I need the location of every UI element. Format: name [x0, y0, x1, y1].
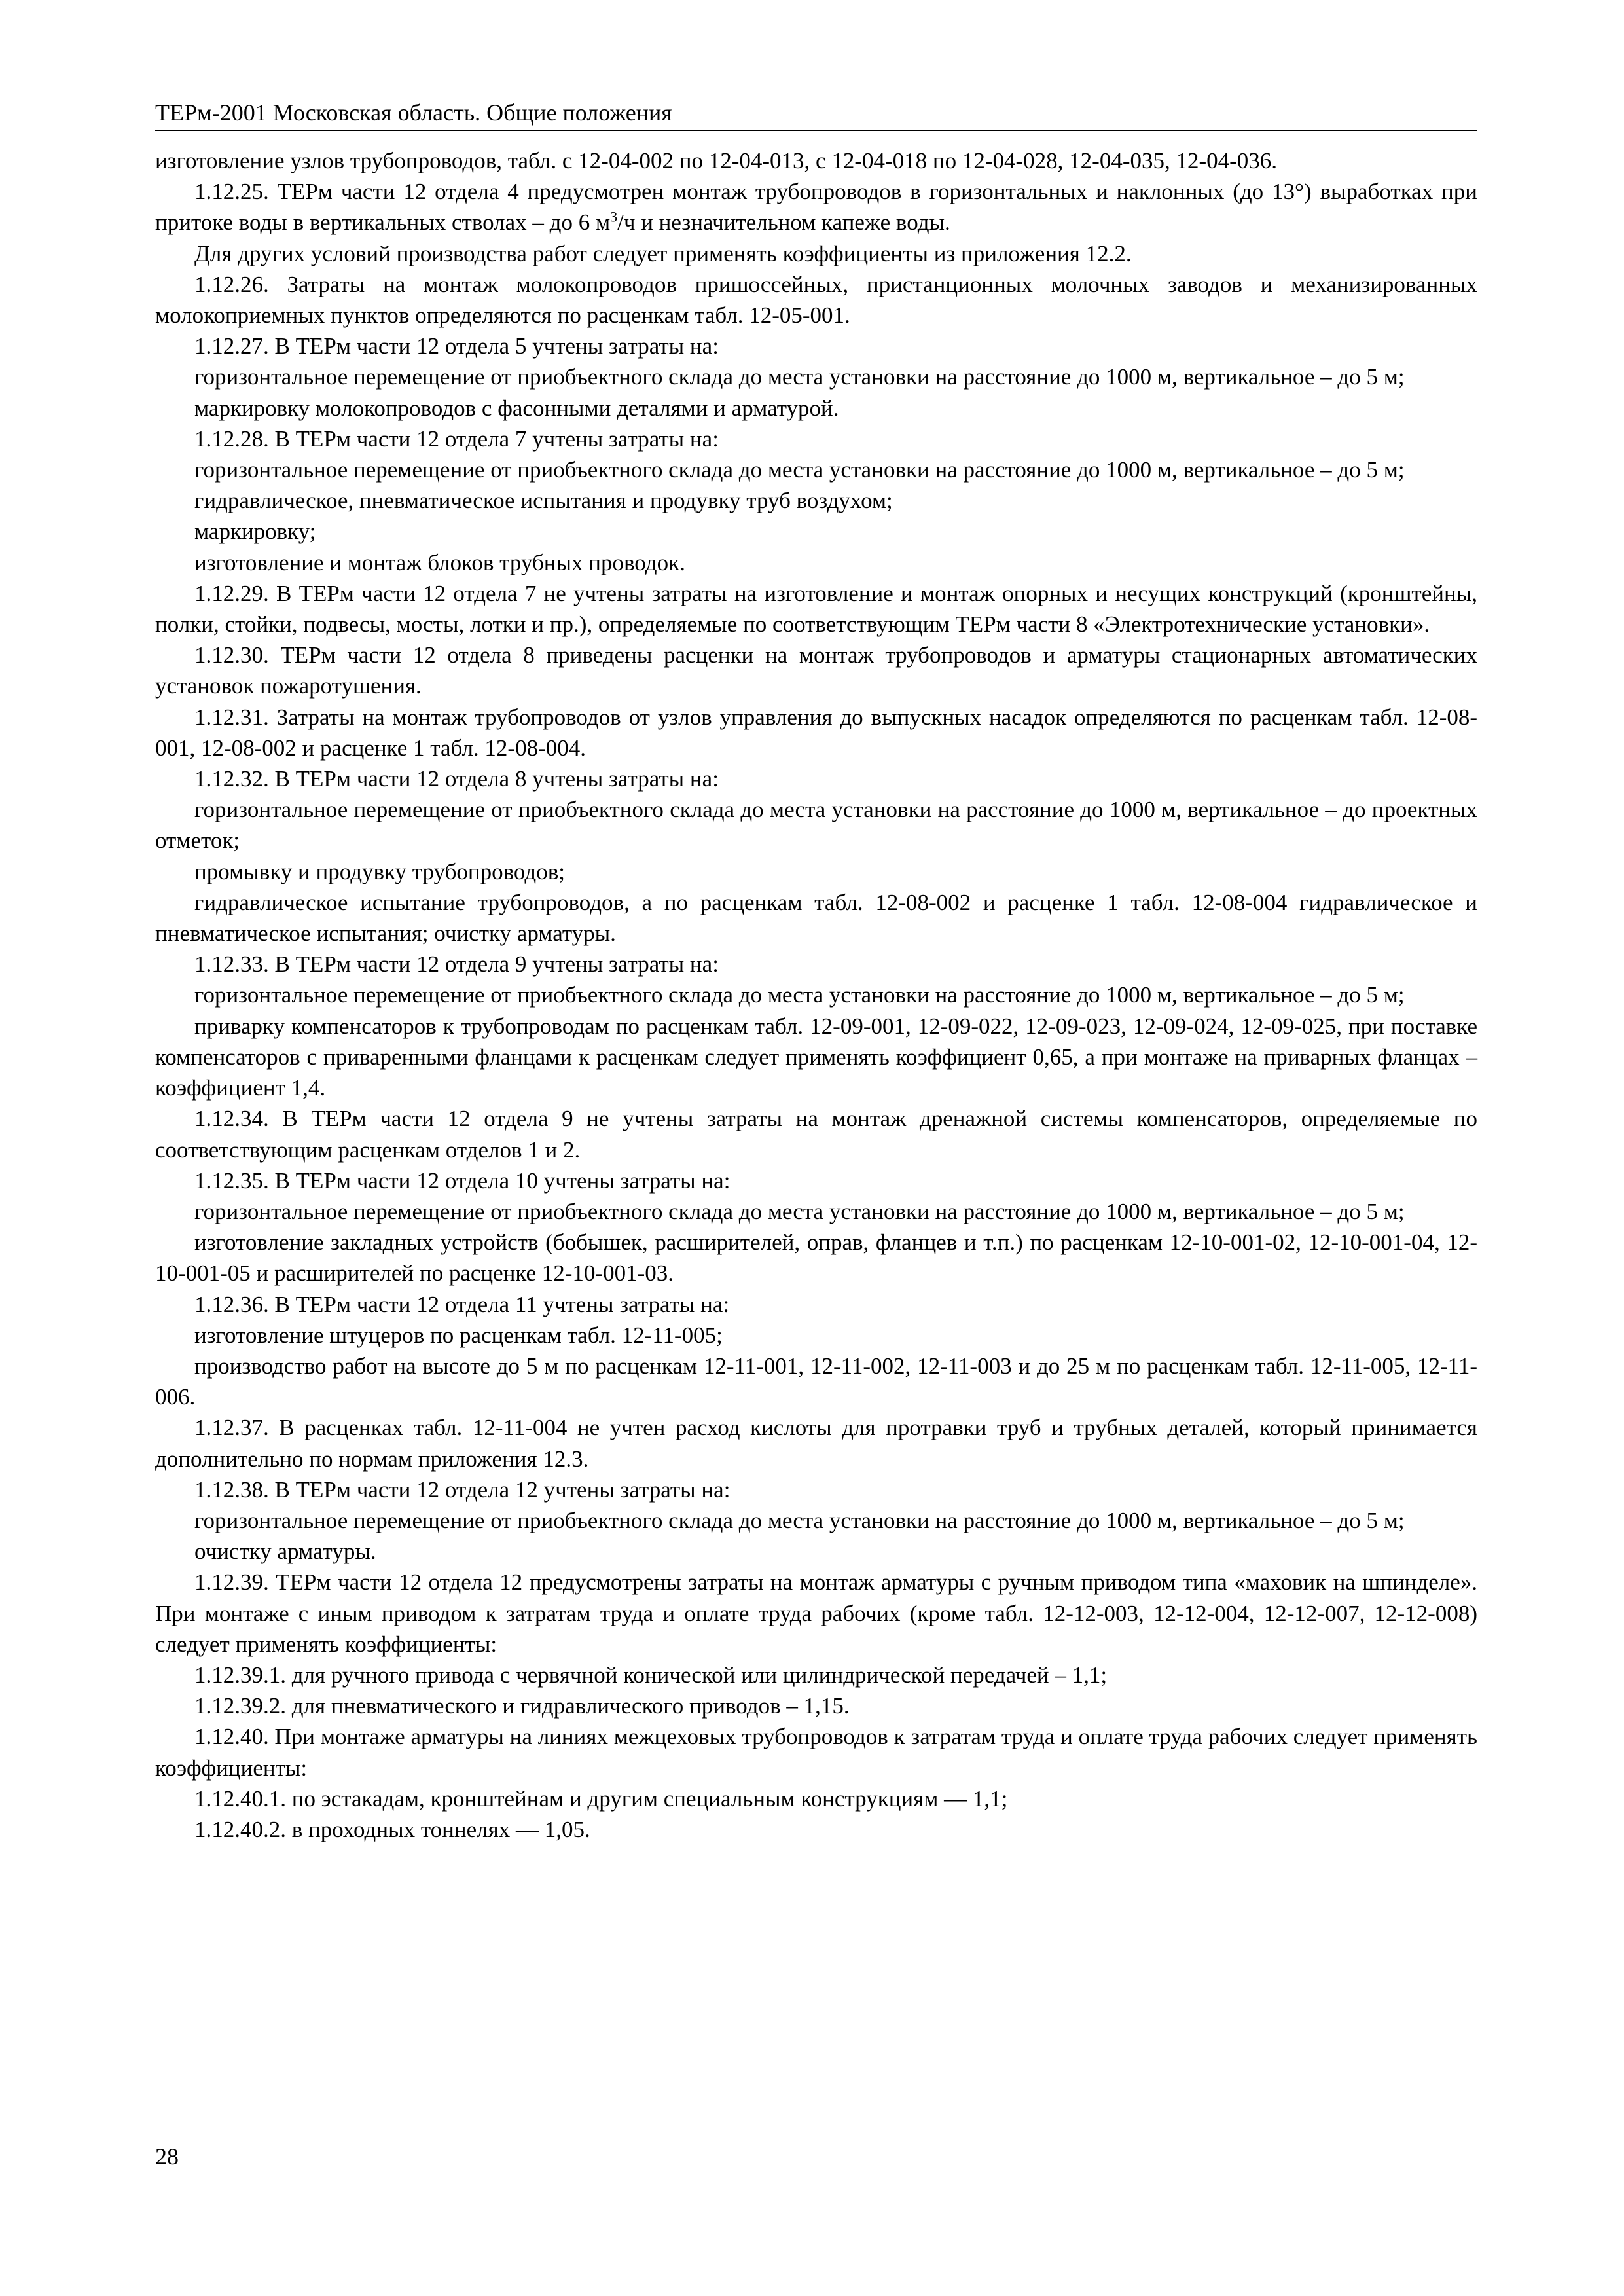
paragraph-1-12-39: 1.12.39. ТЕРм части 12 отдела 12 предусмотрены затраты на монтаж арматуры с ручным приводом типа «маховик на шпинделе». При монтаже с иным приводом к затратам труда и оплате труда рабочих (кроме табл. 12-12-003, 12-12-004, 12-12-007, 12-12-008) следует применять коэффициенты: — [155, 1569, 1477, 1657]
paragraph-1-12-31: 1.12.31. Затраты на монтаж трубопроводов от узлов управления до выпускных насадок определяются по расценкам табл. 12-08-001, 12-08-002 и расценке 1 табл. 12-08-004. — [155, 704, 1477, 761]
list-item: горизонтальное перемещение от приобъектного склада до места установки на расстояние до 1000 м, вертикальное – до 5 м; — [194, 1507, 1405, 1533]
paragraph-1-12-36: 1.12.36. В ТЕРм части 12 отдела 11 учтены затраты на: — [194, 1291, 730, 1317]
list-item: маркировку молокопроводов с фасонными деталями и арматурой. — [194, 395, 839, 421]
paragraph-1-12-35: 1.12.35. В ТЕРм части 12 отдела 10 учтены затраты на: — [194, 1167, 731, 1194]
paragraph-text: 1.12.25. ТЕРм части 12 отдела 4 предусмотрен монтаж трубопроводов в горизонтальных и наклонных (до 13°) выработках при притоке воды в вертикальных стволах – до 6 м — [155, 179, 1477, 236]
list-item: горизонтальное перемещение от приобъектного склада до места установки на расстояние до 1000 м, вертикальное – до 5 м; — [194, 1198, 1405, 1224]
list-item: маркировку; — [194, 519, 316, 545]
list-item: изготовление штуцеров по расценкам табл. 12-11-005; — [194, 1322, 723, 1348]
paragraph-1-12-39-1: 1.12.39.1. для ручного привода с червячной конической или цилиндрической передачей – 1,1; — [194, 1662, 1108, 1688]
paragraph-1-12-38: 1.12.38. В ТЕРм части 12 отдела 12 учтены затраты на: — [194, 1476, 731, 1503]
list-item: гидравлическое испытание трубопроводов, а по расценкам табл. 12-08-002 и расценке 1 табл. 12-08-004 гидравлическое и пневматическое испытания; очистку арматуры. — [155, 889, 1477, 947]
paragraph-text: /ч и незначительном капеже воды. — [617, 210, 950, 236]
list-item: горизонтальное перемещение от приобъектного склада до места установки на расстояние до 1000 м, вертикальное – до 5 м; — [194, 364, 1405, 390]
list-item: производство работ на высоте до 5 м по расценкам 12-11-001, 12-11-002, 12-11-003 и до 25 м по расценкам табл. 12-11-005, 12-11-006. — [155, 1353, 1477, 1410]
paragraph-1-12-37: 1.12.37. В расценках табл. 12-11-004 не учтен расход кислоты для протравки труб и трубных деталей, который принимается дополнительно по нормам приложения 12.3. — [155, 1415, 1477, 1472]
paragraph: Для других условий производства работ следует применять коэффициенты из приложения 12.2. — [194, 240, 1132, 266]
paragraph-1-12-34: 1.12.34. В ТЕРм части 12 отдела 9 не учтены затраты на монтаж дренажной системы компенсаторов, определяемые по соответствующим расценкам отделов 1 и 2. — [155, 1106, 1477, 1163]
list-item: изготовление и монтаж блоков трубных проводок. — [194, 549, 685, 575]
paragraph-1-12-40-1: 1.12.40.1. по эстакадам, кронштейнам и другим специальным конструкциям — 1,1; — [194, 1785, 1008, 1812]
paragraph-1-12-29: 1.12.29. В ТЕРм части 12 отдела 7 не учтены затраты на изготовление и монтаж опорных и несущих конструкций (кронштейны, полки, стойки, подвесы, мосты, лотки и пр.), определяемые по соответствующим ТЕРм части 8 «Электротехнические установки». — [155, 580, 1477, 638]
list-item: горизонтальное перемещение от приобъектного склада до места установки на расстояние до 1000 м, вертикальное – до 5 м; — [194, 982, 1405, 1008]
body-text — [155, 145, 1477, 1845]
list-item: очистку арматуры. — [194, 1539, 376, 1565]
paragraph: изготовление узлов трубопроводов, табл. с 12-04-002 по 12-04-013, с 12-04-018 по 12-04-028, 12-04-035, 12-04-036. — [155, 148, 1278, 173]
paragraph-1-12-40-2: 1.12.40.2. в проходных тоннелях — 1,05. — [194, 1816, 590, 1842]
paragraph-1-12-30: 1.12.30. ТЕРм части 12 отдела 8 приведены расценки на монтаж трубопроводов и арматуры стационарных автоматических установок пожаротушения. — [155, 642, 1477, 699]
list-item: горизонтальное перемещение от приобъектного склада до места установки на расстояние до 1000 м, вертикальное – до 5 м; — [194, 457, 1405, 483]
paragraph-1-12-28: 1.12.28. В ТЕРм части 12 отдела 7 учтены затраты на: — [194, 426, 719, 452]
paragraph-1-12-27: 1.12.27. В ТЕРм части 12 отдела 5 учтены затраты на: — [194, 333, 719, 359]
list-item: горизонтальное перемещение от приобъектного склада до места установки на расстояние до 1000 м, вертикальное – до проектных отметок; — [155, 797, 1477, 854]
list-item: приварку компенсаторов к трубопроводам по расценкам табл. 12-09-001, 12-09-022, 12-09-023, 12-09-024, 12-09-025, при поставке компенсаторов с приваренными фланцами к расценкам следует применять коэффициент 0,65, а при монтаже на приварных фланцах – коэффициент 1,4. — [155, 1013, 1477, 1101]
paragraph-1-12-33: 1.12.33. В ТЕРм части 12 отдела 9 учтены затраты на: — [194, 951, 719, 977]
list-item: гидравлическое, пневматическое испытания и продувку труб воздухом; — [194, 488, 893, 514]
page-number: 28 — [155, 2143, 179, 2170]
header-divider — [155, 130, 1477, 131]
paragraph-1-12-39-2: 1.12.39.2. для пневматического и гидравлического приводов – 1,15. — [194, 1693, 850, 1719]
paragraph-1-12-40: 1.12.40. При монтаже арматуры на линиях межцеховых трубопроводов к затратам труда и оплате труда рабочих следует применять коэффициенты: — [155, 1724, 1477, 1781]
paragraph-1-12-32: 1.12.32. В ТЕРм части 12 отдела 8 учтены затраты на: — [194, 766, 719, 792]
paragraph-1-12-25 — [155, 176, 1477, 238]
running-header: ТЕРм-2001 Московская область. Общие положения — [155, 100, 672, 126]
list-item: изготовление закладных устройств (бобышек, расширителей, оправ, фланцев и т.п.) по расценкам 12-10-001-02, 12-10-001-04, 12-10-001-05 и расширителей по расценке 12-10-001-03. — [155, 1230, 1477, 1286]
list-item: промывку и продувку трубопроводов; — [194, 858, 565, 884]
paragraph-1-12-26: 1.12.26. Затраты на монтаж молокопроводов пришоссейных, пристанционных молочных заводов и механизированных молокоприемных пунктов определяются по расценкам табл. 12-05-001. — [155, 271, 1477, 329]
superscript: 3 — [610, 208, 618, 225]
